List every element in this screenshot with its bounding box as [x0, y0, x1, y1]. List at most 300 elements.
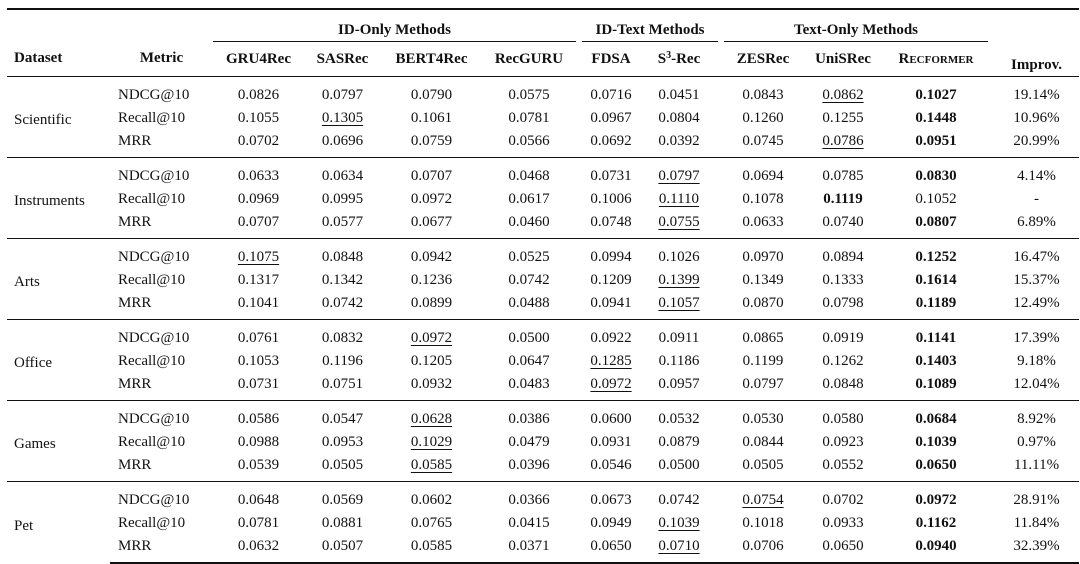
- table-row: [7, 512, 1079, 535]
- value-text: 0.0748: [590, 214, 632, 230]
- value-cell-sasrec: [304, 431, 381, 454]
- value-cell-zesrec: [724, 188, 802, 211]
- value-text: 0.0566: [508, 133, 550, 149]
- value-text: 0.0650: [590, 538, 632, 554]
- value-text: 0.0386: [508, 411, 550, 427]
- table-row: [7, 239, 1079, 270]
- value-text: 0.1189: [915, 295, 957, 311]
- value-cell-gru4rec: [213, 482, 304, 513]
- value-text: 0.0754: [742, 492, 784, 508]
- value-text: 0.1236: [410, 272, 453, 288]
- value-cell-recguru: [482, 188, 576, 211]
- value-text: 0.1018: [742, 515, 784, 531]
- value-text: 0.0781: [508, 110, 550, 126]
- value-text: 0.0848: [822, 376, 864, 392]
- metric-cell: MRR: [118, 295, 152, 311]
- value-cell-fdsa: [582, 211, 640, 239]
- value-cell-zesrec: [724, 535, 802, 563]
- improv-cell: 17.39%: [994, 320, 1079, 351]
- value-text: 0.0580: [822, 411, 864, 427]
- value-text: 0.0479: [508, 434, 550, 450]
- value-cell-bert4rec: [381, 77, 482, 108]
- value-cell-recguru: [482, 512, 576, 535]
- value-text: 0.0797: [658, 168, 700, 184]
- value-text: 0.0972: [410, 191, 453, 207]
- value-text: 0.0710: [658, 538, 700, 554]
- value-cell-gru4rec: [213, 77, 304, 108]
- value-cell-gru4rec: [213, 158, 304, 189]
- value-cell-recformer: [884, 512, 988, 535]
- improv-cell: 20.99%: [1013, 133, 1060, 149]
- value-text: 0.0844: [742, 434, 784, 450]
- improv-cell: 32.39%: [994, 535, 1079, 563]
- value-text: 0.0673: [590, 492, 632, 508]
- value-text: 0.1006: [590, 191, 632, 207]
- value-text: 0.0694: [742, 168, 784, 184]
- improv-cell: 16.47%: [994, 239, 1079, 270]
- value-cell-unisrec: [802, 431, 884, 454]
- value-cell-recguru: [482, 320, 576, 351]
- value-cell-zesrec: [724, 373, 802, 401]
- value-cell-fdsa: [582, 158, 640, 189]
- value-cell-bert4rec: [381, 482, 482, 513]
- value-text: 0.1162: [915, 515, 957, 531]
- value-text: 0.0460: [508, 214, 550, 230]
- value-cell-bert4rec: [381, 454, 482, 482]
- value-text: 0.0677: [410, 214, 453, 230]
- value-text: 0.0505: [321, 457, 364, 473]
- value-cell-s3rec: [640, 401, 718, 432]
- value-cell-bert4rec: [381, 158, 482, 189]
- table-row: [7, 211, 1079, 239]
- table-row: [7, 158, 1079, 189]
- value-cell-unisrec: [802, 158, 884, 189]
- value-text: 0.0949: [590, 515, 632, 531]
- value-text: 0.0500: [508, 330, 550, 346]
- value-cell-sasrec: [304, 239, 381, 270]
- value-text: 0.0832: [321, 330, 364, 346]
- value-text: 0.0781: [237, 515, 280, 531]
- value-text: 0.0648: [237, 492, 280, 508]
- value-cell-sasrec: [304, 211, 381, 239]
- value-cell-gru4rec: [213, 512, 304, 535]
- value-cell-unisrec: [802, 373, 884, 401]
- value-cell-recformer: [884, 373, 988, 401]
- value-cell-unisrec: [802, 269, 884, 292]
- value-text: 0.1055: [237, 110, 280, 126]
- value-text: 0.0396: [508, 457, 550, 473]
- value-text: 0.0530: [742, 411, 784, 427]
- value-cell-unisrec: [802, 211, 884, 239]
- value-text: 0.1317: [237, 272, 280, 288]
- value-cell-recformer: [884, 320, 988, 351]
- value-text: 0.0751: [321, 376, 364, 392]
- col-header-zesrec: ZESRec: [736, 50, 790, 67]
- value-text: 0.0830: [915, 168, 957, 184]
- value-text: 0.0600: [590, 411, 632, 427]
- value-text: 0.0942: [410, 249, 453, 265]
- value-cell-zesrec: [724, 292, 802, 320]
- metric-cell: Recall@10: [118, 191, 186, 207]
- value-text: 0.0826: [237, 87, 280, 103]
- value-text: 0.0468: [508, 168, 550, 184]
- value-text: 0.0628: [410, 411, 453, 427]
- value-cell-sasrec: [304, 454, 381, 482]
- value-cell-s3rec: [640, 512, 718, 535]
- value-text: 0.0953: [321, 434, 364, 450]
- dataset-header: Dataset: [14, 50, 63, 67]
- value-cell-sasrec: [304, 535, 381, 563]
- improv-cell: 8.92%: [994, 401, 1079, 432]
- value-cell-bert4rec: [381, 130, 482, 158]
- value-cell-s3rec: [640, 320, 718, 351]
- table-row: [7, 130, 1079, 158]
- value-cell-s3rec: [640, 292, 718, 320]
- value-text: 0.1448: [915, 110, 957, 126]
- value-cell-unisrec: [802, 239, 884, 270]
- metric-cell: Recall@10: [118, 515, 186, 531]
- value-cell-recformer: [884, 401, 988, 432]
- value-cell-bert4rec: [381, 107, 482, 130]
- value-text: 0.0972: [410, 330, 453, 346]
- value-cell-recformer: [884, 292, 988, 320]
- improv-header: Improv.: [1011, 57, 1062, 73]
- value-cell-s3rec: [640, 239, 718, 270]
- value-cell-unisrec: [802, 512, 884, 535]
- value-text: 0.0879: [658, 434, 700, 450]
- value-cell-s3rec: [640, 77, 718, 108]
- value-text: 0.0488: [508, 295, 550, 311]
- value-text: 0.1039: [658, 515, 700, 531]
- value-text: 0.0932: [410, 376, 453, 392]
- value-cell-sasrec: [304, 130, 381, 158]
- metric-cell: Recall@10: [118, 110, 186, 126]
- value-text: 0.0919: [822, 330, 864, 346]
- value-text: 0.0632: [237, 538, 280, 554]
- value-cell-sasrec: [304, 401, 381, 432]
- value-cell-zesrec: [724, 320, 802, 351]
- value-text: 0.0911: [658, 330, 700, 346]
- value-text: 0.0994: [590, 249, 632, 265]
- value-cell-bert4rec: [381, 512, 482, 535]
- value-cell-bert4rec: [381, 269, 482, 292]
- group-id-only: ID-Only Methods: [213, 9, 576, 42]
- metric-header: Metric: [139, 50, 184, 67]
- value-cell-recguru: [482, 130, 576, 158]
- value-text: 0.0392: [658, 133, 700, 149]
- value-cell-gru4rec: [213, 373, 304, 401]
- value-cell-fdsa: [582, 454, 640, 482]
- value-cell-s3rec: [640, 130, 718, 158]
- dataset-cell: Office: [7, 320, 110, 401]
- value-cell-zesrec: [724, 482, 802, 513]
- improv-cell: 6.89%: [1017, 214, 1056, 230]
- improv-cell: 0.97%: [1017, 434, 1056, 450]
- s3rec-suffix: -Rec: [671, 50, 701, 67]
- value-cell-gru4rec: [213, 107, 304, 130]
- col-header-gru4rec: GRU4Rec: [226, 50, 291, 67]
- value-text: 0.1209: [590, 272, 632, 288]
- value-cell-unisrec: [802, 188, 884, 211]
- col-header-fdsa: FDSA: [591, 50, 631, 67]
- value-text: 0.1333: [822, 272, 864, 288]
- value-text: 0.0617: [508, 191, 550, 207]
- value-cell-s3rec: [640, 269, 718, 292]
- metric-cell: NDCG@10: [110, 239, 213, 270]
- value-text: 0.0742: [508, 272, 550, 288]
- value-cell-gru4rec: [213, 292, 304, 320]
- value-text: 0.0745: [742, 133, 784, 149]
- value-text: 0.0870: [742, 295, 784, 311]
- value-text: 0.0933: [822, 515, 864, 531]
- value-text: 0.0972: [590, 376, 632, 392]
- metric-cell: NDCG@10: [110, 320, 213, 351]
- col-header-bert4rec: BERT4Rec: [395, 50, 468, 67]
- value-cell-unisrec: [802, 292, 884, 320]
- dataset-cell: Games: [7, 401, 110, 482]
- value-text: 0.1196: [322, 353, 363, 369]
- value-cell-fdsa: [582, 77, 640, 108]
- value-cell-zesrec: [724, 401, 802, 432]
- value-cell-s3rec: [640, 158, 718, 189]
- value-cell-sasrec: [304, 292, 381, 320]
- value-cell-gru4rec: [213, 350, 304, 373]
- value-text: 0.1029: [410, 434, 453, 450]
- improv-cell: 10.96%: [1013, 110, 1060, 126]
- value-text: 0.0995: [321, 191, 364, 207]
- value-cell-zesrec: [724, 77, 802, 108]
- value-cell-recformer: [884, 77, 988, 108]
- value-text: 0.0797: [742, 376, 784, 392]
- value-text: 0.1052: [915, 191, 957, 207]
- value-cell-gru4rec: [213, 130, 304, 158]
- value-cell-s3rec: [640, 482, 718, 513]
- value-cell-fdsa: [582, 320, 640, 351]
- value-cell-bert4rec: [381, 211, 482, 239]
- s3rec-prefix: S: [657, 50, 667, 67]
- value-cell-fdsa: [582, 373, 640, 401]
- value-cell-sasrec: [304, 269, 381, 292]
- value-text: 0.1403: [915, 353, 957, 369]
- value-text: 0.0785: [822, 168, 864, 184]
- table-row: [7, 320, 1079, 351]
- value-cell-recformer: [884, 482, 988, 513]
- value-cell-sasrec: [304, 320, 381, 351]
- value-text: 0.0798: [822, 295, 864, 311]
- value-cell-recguru: [482, 454, 576, 482]
- value-text: 0.0707: [237, 214, 280, 230]
- value-text: 0.0894: [822, 249, 864, 265]
- table-row: [7, 482, 1079, 513]
- value-cell-gru4rec: [213, 211, 304, 239]
- value-cell-unisrec: [802, 320, 884, 351]
- metric-cell: MRR: [118, 457, 152, 473]
- value-text: 0.0931: [590, 434, 632, 450]
- value-text: 0.1305: [321, 110, 364, 126]
- value-text: 0.1141: [915, 330, 957, 346]
- value-cell-sasrec: [304, 482, 381, 513]
- value-cell-fdsa: [582, 107, 640, 130]
- value-text: 0.0790: [410, 87, 453, 103]
- table-row: [7, 373, 1079, 401]
- table-row: [7, 350, 1079, 373]
- value-text: 0.0922: [590, 330, 632, 346]
- value-cell-recformer: [884, 211, 988, 239]
- value-cell-sasrec: [304, 350, 381, 373]
- value-text: 0.0742: [321, 295, 364, 311]
- col-header-recformer: Recformer: [898, 50, 974, 67]
- value-text: 0.0740: [822, 214, 864, 230]
- value-cell-sasrec: [304, 373, 381, 401]
- value-cell-zesrec: [724, 158, 802, 189]
- value-cell-recformer: [884, 454, 988, 482]
- value-text: 0.0940: [915, 538, 957, 554]
- value-cell-recformer: [884, 269, 988, 292]
- value-text: 0.0547: [321, 411, 364, 427]
- value-text: 0.0505: [742, 457, 784, 473]
- value-cell-zesrec: [724, 431, 802, 454]
- value-text: 0.0742: [658, 492, 700, 508]
- value-cell-fdsa: [582, 512, 640, 535]
- value-cell-zesrec: [724, 454, 802, 482]
- table-row: [7, 188, 1079, 211]
- value-text: 0.0702: [237, 133, 280, 149]
- value-cell-recguru: [482, 482, 576, 513]
- improv-cell: 11.84%: [1013, 515, 1060, 531]
- dataset-cell: Arts: [7, 239, 110, 320]
- value-cell-recformer: [884, 239, 988, 270]
- value-text: 0.0552: [822, 457, 864, 473]
- value-cell-recguru: [482, 107, 576, 130]
- value-text: 0.0731: [590, 168, 632, 184]
- value-cell-gru4rec: [213, 320, 304, 351]
- metric-cell: NDCG@10: [110, 401, 213, 432]
- value-text: 0.0633: [237, 168, 280, 184]
- value-cell-s3rec: [640, 373, 718, 401]
- value-text: 0.1075: [237, 249, 280, 265]
- value-cell-zesrec: [724, 350, 802, 373]
- value-cell-recguru: [482, 350, 576, 373]
- value-text: 0.1285: [590, 353, 632, 369]
- value-cell-unisrec: [802, 535, 884, 563]
- value-text: 0.0967: [590, 110, 632, 126]
- col-header-s3rec: [640, 42, 718, 77]
- value-text: 0.0575: [508, 87, 550, 103]
- metric-cell: Recall@10: [118, 272, 186, 288]
- value-cell-recguru: [482, 373, 576, 401]
- value-text: 0.1399: [658, 272, 700, 288]
- value-cell-fdsa: [582, 431, 640, 454]
- value-cell-bert4rec: [381, 401, 482, 432]
- value-text: 0.0755: [658, 214, 700, 230]
- dataset-cell: Scientific: [7, 77, 110, 158]
- value-cell-zesrec: [724, 239, 802, 270]
- value-cell-gru4rec: [213, 188, 304, 211]
- value-cell-sasrec: [304, 77, 381, 108]
- group-id-text: ID-Text Methods: [582, 9, 718, 42]
- value-text: 0.0804: [658, 110, 700, 126]
- value-text: 0.0371: [508, 538, 550, 554]
- value-cell-bert4rec: [381, 292, 482, 320]
- value-text: 0.0843: [742, 87, 784, 103]
- value-cell-recguru: [482, 239, 576, 270]
- value-cell-recformer: [884, 107, 988, 130]
- value-text: 0.0585: [410, 538, 453, 554]
- value-cell-unisrec: [802, 482, 884, 513]
- metric-cell: NDCG@10: [110, 482, 213, 513]
- value-text: 0.0633: [742, 214, 784, 230]
- value-text: 0.0532: [658, 411, 700, 427]
- value-text: 0.1349: [742, 272, 784, 288]
- value-text: 0.0899: [410, 295, 453, 311]
- value-cell-gru4rec: [213, 535, 304, 563]
- value-cell-fdsa: [582, 269, 640, 292]
- value-text: 0.0569: [321, 492, 364, 508]
- value-text: 0.0731: [237, 376, 280, 392]
- improv-cell: 19.14%: [994, 77, 1079, 108]
- value-cell-fdsa: [582, 188, 640, 211]
- value-text: 0.0797: [321, 87, 364, 103]
- value-text: 0.1342: [321, 272, 364, 288]
- results-table: [7, 8, 1079, 564]
- value-cell-fdsa: [582, 350, 640, 373]
- value-cell-bert4rec: [381, 239, 482, 270]
- value-text: 0.1255: [822, 110, 864, 126]
- value-cell-fdsa: [582, 292, 640, 320]
- value-cell-recguru: [482, 77, 576, 108]
- value-text: 0.0970: [742, 249, 784, 265]
- value-text: 0.1110: [658, 191, 700, 207]
- value-text: 0.1053: [237, 353, 280, 369]
- value-cell-recguru: [482, 401, 576, 432]
- value-text: 0.0647: [508, 353, 550, 369]
- s3rec-superscript: 3: [666, 49, 672, 61]
- value-text: 0.0702: [822, 492, 864, 508]
- value-cell-unisrec: [802, 454, 884, 482]
- value-cell-recguru: [482, 535, 576, 563]
- value-cell-gru4rec: [213, 431, 304, 454]
- table-row: [7, 431, 1079, 454]
- value-text: 0.0862: [822, 87, 864, 103]
- value-text: 0.0941: [590, 295, 632, 311]
- value-text: 0.0415: [508, 515, 550, 531]
- value-text: 0.1027: [915, 87, 957, 103]
- value-text: 0.0707: [410, 168, 453, 184]
- value-text: 0.0988: [237, 434, 280, 450]
- value-cell-recguru: [482, 158, 576, 189]
- value-text: 0.1199: [742, 353, 784, 369]
- value-text: 0.0716: [590, 87, 632, 103]
- value-cell-unisrec: [802, 107, 884, 130]
- improv-cell: -: [1034, 191, 1040, 207]
- metric-cell: MRR: [118, 133, 152, 149]
- value-text: 0.0786: [822, 133, 864, 149]
- value-text: 0.1089: [915, 376, 957, 392]
- value-text: 0.0366: [508, 492, 550, 508]
- value-text: 0.0865: [742, 330, 784, 346]
- value-cell-unisrec: [802, 401, 884, 432]
- improv-cell: 4.14%: [994, 158, 1079, 189]
- value-text: 0.0848: [321, 249, 364, 265]
- col-header-recguru: RecGURU: [494, 50, 564, 67]
- improv-cell: 12.04%: [1013, 376, 1060, 392]
- metric-cell: MRR: [118, 214, 152, 230]
- value-text: 0.1614: [915, 272, 957, 288]
- improv-cell: 15.37%: [1013, 272, 1060, 288]
- value-cell-s3rec: [640, 535, 718, 563]
- value-cell-recguru: [482, 292, 576, 320]
- value-text: 0.0500: [658, 457, 700, 473]
